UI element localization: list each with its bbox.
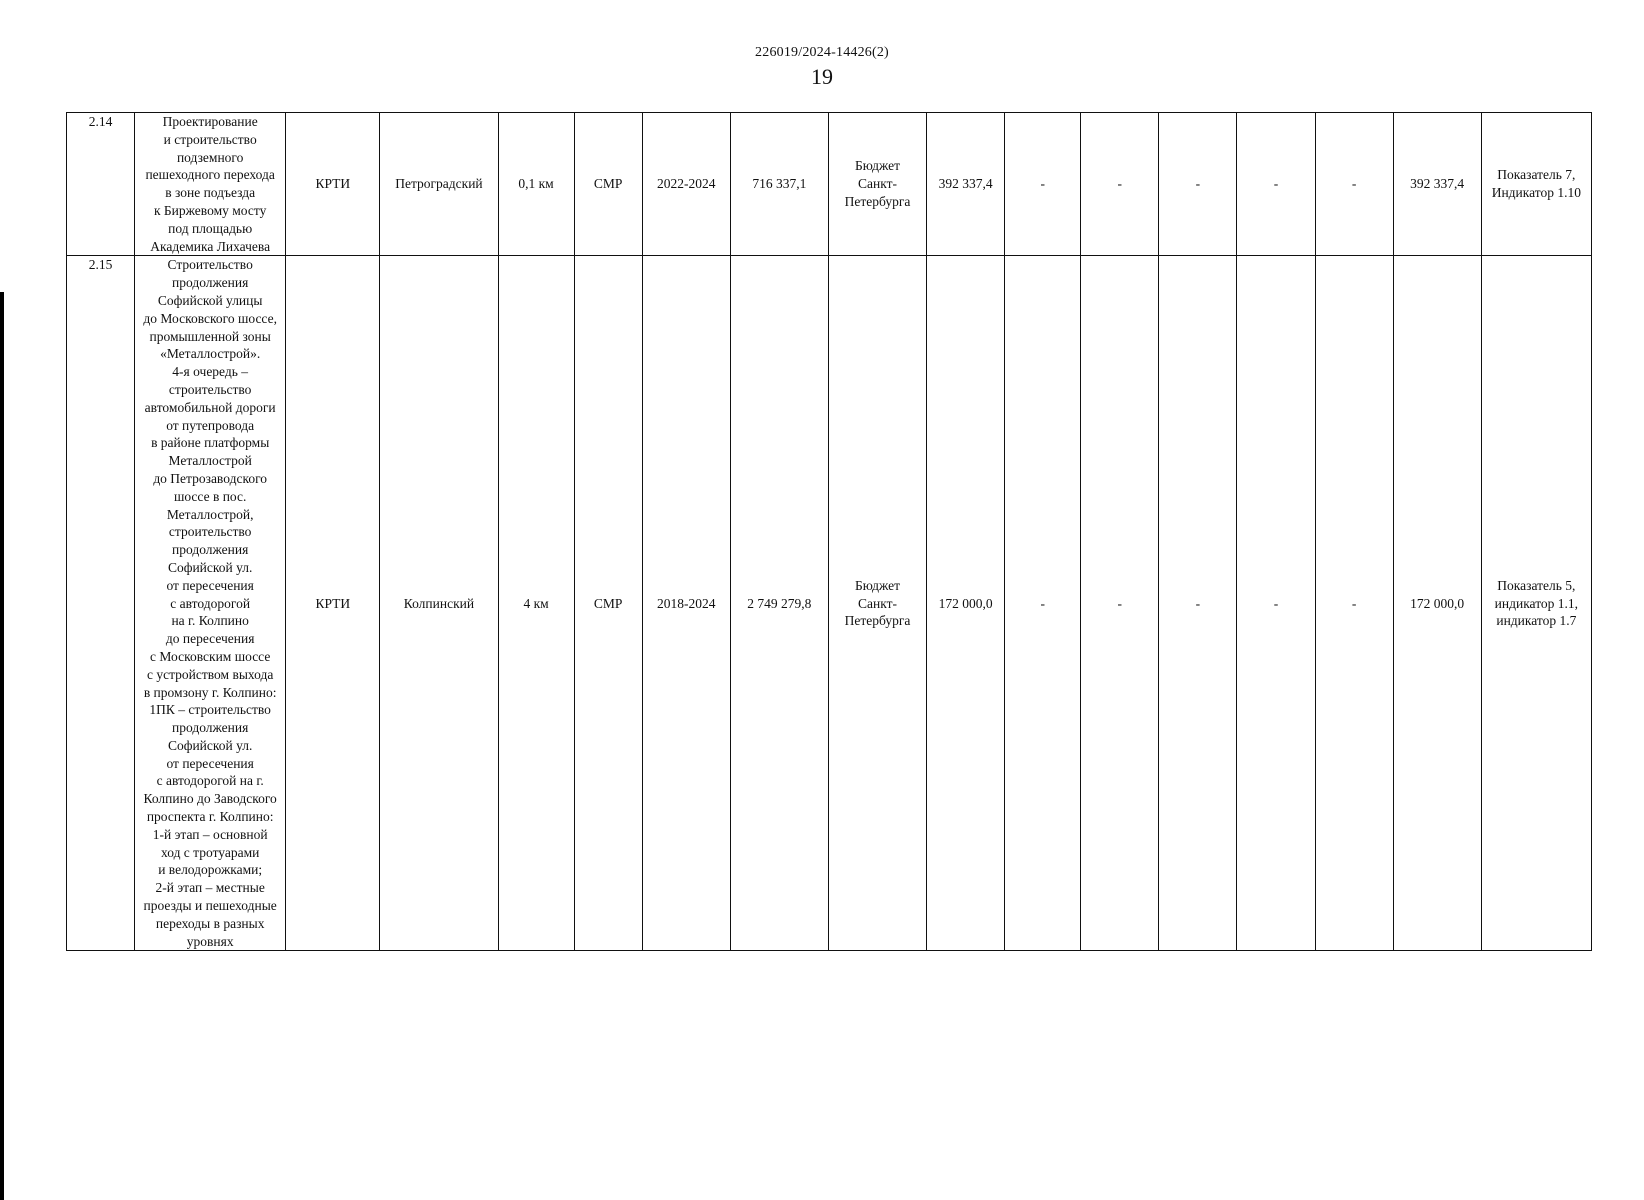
- text-line: проспекта г. Колпино:: [146, 809, 274, 825]
- text-line: под площадью: [168, 220, 253, 236]
- text-line: Санкт-: [857, 176, 897, 192]
- indicator-cell: [1481, 113, 1591, 256]
- total-period-cell: 172 000,0: [1393, 256, 1481, 951]
- text-line: с автодорогой на г.: [156, 773, 264, 789]
- text-line: шоссе в пос.: [173, 488, 247, 504]
- text-line: Софийской ул.: [167, 737, 253, 753]
- text-line: Показатель 7,: [1497, 167, 1576, 183]
- amount-2027-cell: -: [1159, 256, 1237, 951]
- text-line: 2-й этап – местные: [155, 880, 265, 896]
- text-line: Металлострой: [168, 453, 252, 469]
- amount-2026-cell: -: [1081, 256, 1159, 951]
- text-line: Металлострой,: [166, 506, 254, 522]
- text-line: подземного: [176, 149, 244, 165]
- row-number: 2.15: [67, 256, 135, 951]
- total-period-cell: 392 337,4: [1393, 113, 1481, 256]
- text-line: Петербурга: [844, 613, 911, 629]
- funding-source-cell: [828, 256, 926, 951]
- amount-2026-cell: -: [1081, 113, 1159, 256]
- text-line: Бюджет: [854, 577, 901, 593]
- text-line: продолжения: [172, 275, 249, 291]
- projects-table: [66, 112, 1592, 951]
- text-line: Петербурга: [844, 194, 911, 210]
- text-line: Показатель 5,: [1497, 577, 1576, 593]
- text-line: Бюджет: [854, 158, 901, 174]
- amount-2024-cell: 172 000,0: [927, 256, 1005, 951]
- text-line: уровнях: [186, 933, 234, 949]
- text-line: промышленной зоны: [149, 328, 271, 344]
- amount-2029-cell: -: [1315, 113, 1393, 256]
- amount-2029-cell: -: [1315, 256, 1393, 951]
- text-line: переходы в разных: [155, 915, 265, 931]
- text-line: Проектирование: [162, 114, 258, 129]
- text-line: 1ПК – строительство: [149, 702, 271, 718]
- text-line: от путепровода: [166, 417, 255, 433]
- text-line: до Петрозаводского: [153, 470, 268, 486]
- text-line: Софийской ул.: [167, 559, 253, 575]
- text-line: до пересечения: [165, 631, 255, 647]
- customer-cell: КРТИ: [286, 256, 380, 951]
- table-row: [67, 256, 1592, 951]
- row-number: 2.14: [67, 113, 135, 256]
- district-cell: Колпинский: [380, 256, 498, 951]
- text-line: до Московского шоссе,: [143, 310, 277, 326]
- total-cost-cell: 716 337,1: [730, 113, 828, 256]
- description-lines: [135, 113, 285, 255]
- text-line: и велодорожками;: [158, 862, 263, 878]
- description-cell: [135, 113, 286, 256]
- table-body: [67, 113, 1592, 951]
- page-number: 19: [811, 64, 833, 89]
- period-cell: 2018-2024: [642, 256, 730, 951]
- text-line: с устройством выхода: [146, 666, 274, 682]
- total-cost-cell: 2 749 279,8: [730, 256, 828, 951]
- text-line: строительство: [168, 524, 252, 540]
- text-line: Строительство: [167, 257, 253, 273]
- text-line: от пересечения: [166, 755, 254, 771]
- text-line: «Металлострой».: [160, 346, 261, 362]
- work-type-cell: СМР: [574, 113, 642, 256]
- text-line: 1-й этап – основной: [152, 826, 268, 842]
- text-line: к Биржевому мосту: [154, 202, 267, 218]
- text-line: в районе платформы: [151, 435, 270, 451]
- indicator-cell: [1481, 256, 1591, 951]
- work-type-cell: СМР: [574, 256, 642, 951]
- text-line: на г. Колпино: [171, 613, 249, 629]
- district-cell: Петроградский: [380, 113, 498, 256]
- scan-edge-shadow: [0, 292, 4, 1200]
- text-line: проезды и пешеходные: [143, 898, 277, 914]
- text-line: в зоне подъезда: [165, 185, 256, 201]
- description-lines: [135, 256, 285, 950]
- text-line: с автодорогой: [170, 595, 251, 611]
- customer-cell: КРТИ: [286, 113, 380, 256]
- text-line: пешеходного перехода: [145, 167, 275, 183]
- funding-source-cell: [828, 113, 926, 256]
- period-cell: 2022-2024: [642, 113, 730, 256]
- amount-2025-cell: -: [1005, 256, 1081, 951]
- text-line: ход с тротуарами: [160, 844, 260, 860]
- text-line: Колпино до Заводского: [143, 791, 277, 807]
- text-line: автомобильной дороги: [144, 399, 276, 415]
- length-cell: 0,1 км: [498, 113, 574, 256]
- amount-2025-cell: -: [1005, 113, 1081, 256]
- text-line: продолжения: [172, 720, 249, 736]
- table-row: [67, 113, 1592, 256]
- text-line: в промзону г. Колпино:: [143, 684, 277, 700]
- length-cell: 4 км: [498, 256, 574, 951]
- amount-2028-cell: -: [1237, 256, 1315, 951]
- text-line: от пересечения: [166, 577, 254, 593]
- text-line: Санкт-: [857, 595, 897, 611]
- text-line: Индикатор 1.10: [1491, 185, 1581, 201]
- text-line: и строительство: [163, 131, 257, 147]
- document-number: 226019/2024-14426(2): [755, 45, 889, 60]
- text-line: 4-я очередь –: [172, 364, 249, 380]
- amount-2027-cell: -: [1159, 113, 1237, 256]
- text-line: Софийской улицы: [157, 292, 263, 308]
- amount-2028-cell: -: [1237, 113, 1315, 256]
- text-line: Академика Лихачева: [150, 238, 271, 254]
- description-cell: [135, 256, 286, 951]
- text-line: с Московским шоссе: [149, 648, 271, 664]
- text-line: продолжения: [172, 542, 249, 558]
- amount-2024-cell: 392 337,4: [927, 113, 1005, 256]
- text-line: индикатор 1.7: [1496, 613, 1577, 629]
- text-line: индикатор 1.1,: [1494, 595, 1579, 611]
- text-line: строительство: [168, 381, 252, 397]
